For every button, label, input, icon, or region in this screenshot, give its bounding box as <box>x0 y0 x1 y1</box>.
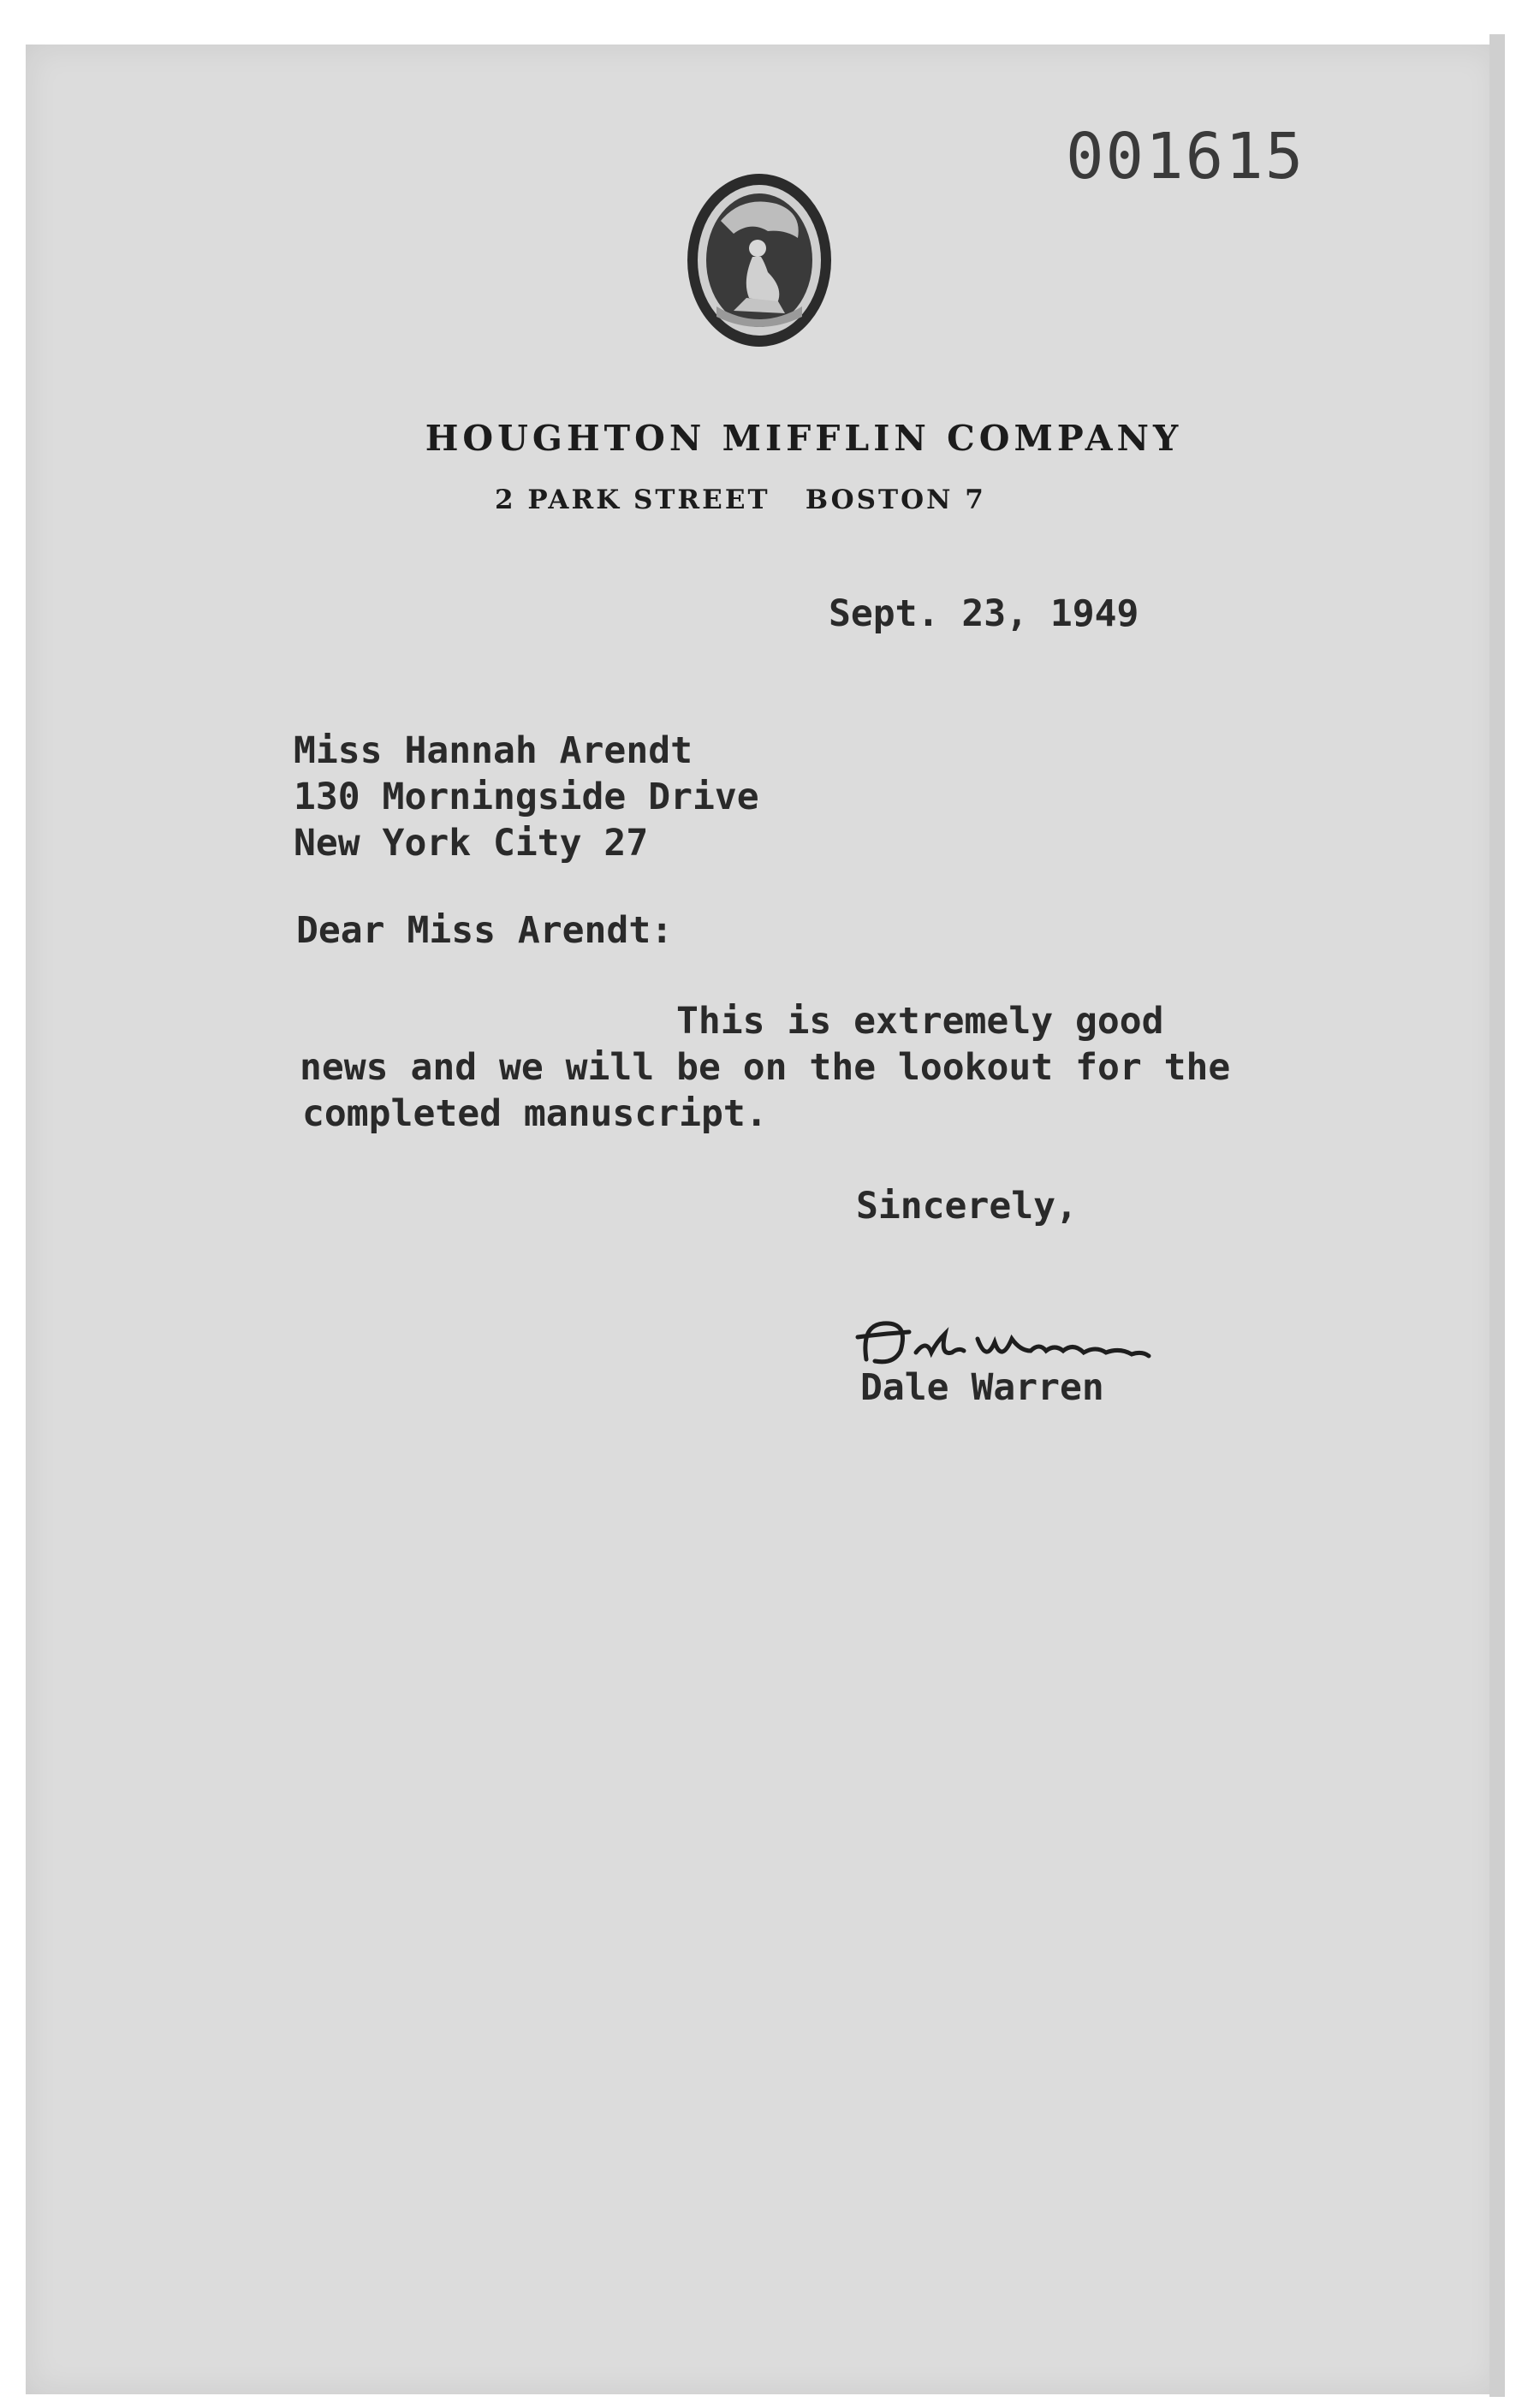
publisher-seal-icon <box>682 169 836 351</box>
recipient-name: Miss Hannah Arendt <box>294 729 693 772</box>
letter-date: Sept. 23, 1949 <box>829 592 1139 635</box>
letter-sheet <box>26 45 1500 2394</box>
body-line: completed manuscript. <box>302 1092 768 1135</box>
company-name: HOUGHTON MIFFLIN COMPANY <box>425 418 1183 459</box>
body-line: This is extremely good <box>676 1000 1164 1043</box>
company-address: 2 PARK STREET BOSTON 7 <box>495 485 986 515</box>
signer-name: Dale Warren <box>860 1366 1104 1409</box>
closing: Sincerely, <box>856 1185 1078 1228</box>
sheet-edge <box>1489 34 1505 2397</box>
salutation: Dear Miss Arendt: <box>296 909 674 952</box>
body-line: news and we will be on the lookout for the <box>300 1046 1231 1089</box>
recipient-city: New York City 27 <box>294 822 649 865</box>
recipient-street: 130 Morningside Drive <box>294 776 759 818</box>
document-number: 001615 <box>1066 120 1305 193</box>
